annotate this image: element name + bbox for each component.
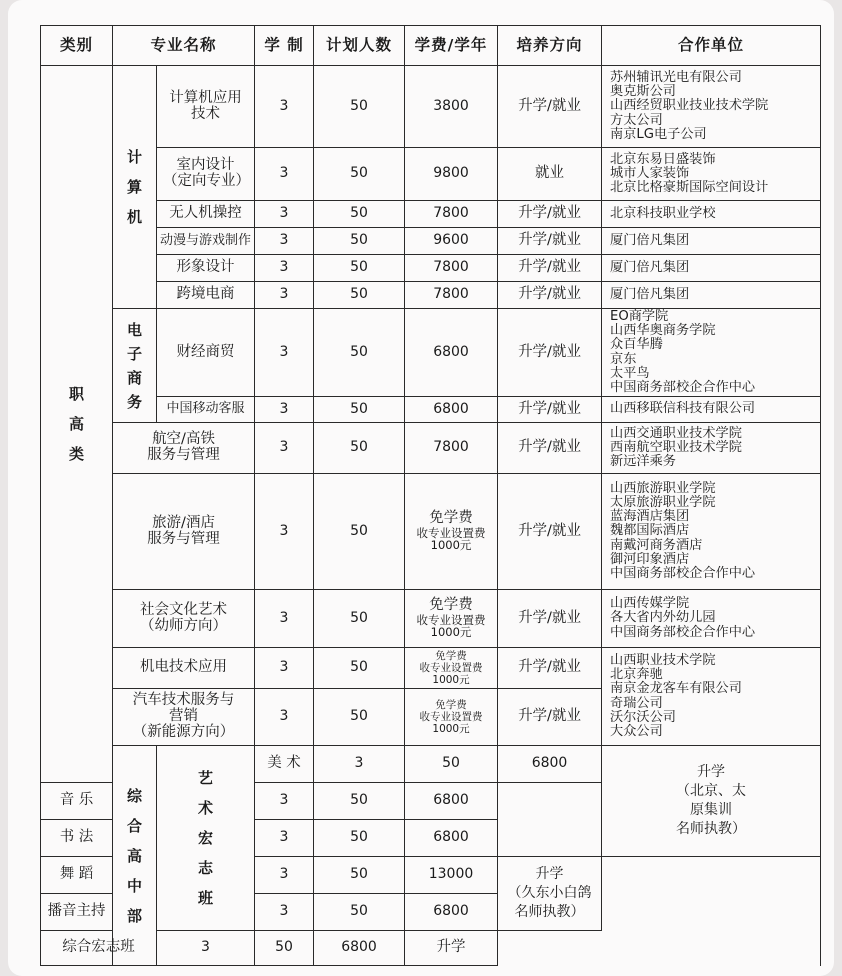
- years-cell: 3: [255, 474, 314, 590]
- partners-cell: [602, 148, 821, 201]
- group-zhigao: [41, 66, 113, 783]
- table-row: [41, 590, 821, 648]
- direction-line: 名师执教）: [676, 820, 747, 837]
- major-name-line: 航空/高铁: [152, 431, 215, 448]
- partner-line: 山西华奥商务学院: [610, 323, 716, 339]
- major-name-line: 社会文化艺术: [140, 601, 227, 618]
- major-name: 跨境电商: [157, 282, 255, 309]
- direction-cell: 升学/就业: [498, 228, 602, 255]
- fee-cell: 6800: [498, 746, 602, 783]
- major-name-line: 服务与管理: [147, 447, 220, 463]
- major-name: [113, 474, 255, 590]
- years-cell: 3: [255, 282, 314, 309]
- plan-cell: 50: [314, 397, 405, 423]
- fee-cell: 6800: [405, 309, 498, 397]
- direction-cell: 升学/就业: [498, 66, 602, 148]
- partner-line: 中国商务部校企合作中心: [610, 624, 756, 640]
- major-name-line: （新能源方向）: [132, 723, 235, 740]
- table-row: [41, 423, 821, 474]
- major-name: 综合宏志班: [41, 931, 157, 966]
- years-cell: 3: [255, 397, 314, 423]
- fee-amount: 1000元: [430, 625, 472, 640]
- table-row: [41, 148, 821, 201]
- direction-cell: [602, 746, 821, 857]
- plan-cell: 50: [314, 783, 405, 820]
- plan-cell: 50: [255, 931, 314, 966]
- header-partners: 合作单位: [602, 26, 821, 66]
- partner-line: 中国商务部校企合作中心: [610, 379, 756, 395]
- plan-cell: 50: [314, 148, 405, 201]
- major-name: 书 法: [41, 820, 113, 857]
- years-cell: 3: [255, 66, 314, 148]
- partner-line: 大众公司: [610, 723, 663, 739]
- plan-cell: 50: [314, 689, 405, 746]
- major-name: 动漫与游戏制作: [157, 228, 255, 255]
- major-name: [113, 423, 255, 474]
- plan-cell: 50: [314, 894, 405, 931]
- plan-cell: 50: [314, 474, 405, 590]
- partner-line: 中国商务部校企合作中心: [610, 566, 756, 581]
- partner-line: 城市人家装饰: [610, 165, 690, 181]
- major-name: 室内设计（定向专业）: [157, 148, 255, 201]
- major-name-line: 营销: [169, 708, 198, 725]
- years-cell: 3: [255, 648, 314, 689]
- group-ecommerce: [113, 309, 157, 423]
- direction-cell: 升学/就业: [498, 201, 602, 228]
- direction-cell: 升学/就业: [498, 648, 602, 689]
- header-plan: 计划人数: [314, 26, 405, 66]
- direction-line: 原集训: [690, 802, 733, 818]
- plan-cell: 50: [314, 66, 405, 148]
- header-category: 类别: [41, 26, 113, 66]
- partners-cell: [602, 474, 821, 590]
- fee-cell: 7800: [405, 282, 498, 309]
- direction-cell: 升学: [405, 931, 498, 966]
- partner-line: 南京金龙客车有限公司: [610, 681, 742, 697]
- fee-cell: 9800: [405, 148, 498, 201]
- partner-line: 山西职业技术学院: [610, 652, 716, 668]
- partner-line: 北京奔驰: [610, 667, 663, 683]
- direction-cell: 升学/就业: [498, 590, 602, 648]
- fee-cell: 6800: [314, 931, 405, 966]
- fee-amount: 1000元: [430, 538, 472, 553]
- partner-line: 西南航空职业技术学院: [610, 439, 742, 455]
- partner-line: 厦门倍凡集团: [610, 259, 690, 275]
- plan-cell: 50: [314, 201, 405, 228]
- partner-line: 方太公司: [610, 112, 663, 128]
- table-row: [41, 309, 821, 397]
- partners-cell: [602, 423, 821, 474]
- major-name: 舞 蹈: [41, 857, 113, 894]
- table-row: [41, 201, 821, 228]
- group-art: [157, 746, 255, 931]
- major-name: 无人机操控: [157, 201, 255, 228]
- partners-cell: [602, 66, 821, 148]
- direction-cell: 就业: [498, 148, 602, 201]
- fee-cell: 6800: [405, 783, 498, 820]
- major-name-line: 旅游/酒店: [152, 514, 215, 531]
- partners-cell: [602, 282, 821, 309]
- plan-cell: 50: [314, 309, 405, 397]
- years-cell: 3: [255, 590, 314, 648]
- fee-cell: 6800: [405, 894, 498, 931]
- major-name-line: 汽车技术服务与: [132, 692, 235, 709]
- years-cell: 3: [255, 309, 314, 397]
- header-row: [41, 26, 821, 66]
- years-cell: 3: [255, 783, 314, 820]
- fee-free: 免学费: [435, 699, 467, 711]
- partners-cell: [602, 255, 821, 282]
- years-cell: 3: [255, 857, 314, 894]
- fee-cell: 6800: [405, 397, 498, 423]
- fee-cell: 13000: [405, 857, 498, 894]
- major-name: 形象设计: [157, 255, 255, 282]
- partner-line: 北京东易日盛装饰: [610, 151, 716, 167]
- partners-cell: [602, 309, 821, 397]
- fee-note: 收专业设置费: [416, 612, 486, 627]
- partner-line: 御河印象酒店: [610, 551, 690, 567]
- direction-line: （北京、太: [676, 783, 747, 800]
- partner-line: 众百华腾: [610, 337, 663, 353]
- fee-cell: [405, 590, 498, 648]
- fee-note: 收专业设置费: [419, 662, 483, 674]
- direction-line: （久东小白鸽: [507, 885, 592, 902]
- partner-line: 厦门倍凡集团: [610, 232, 690, 248]
- fee-free: 免学费: [435, 650, 467, 662]
- partner-line: 山西旅游职业学院: [610, 480, 716, 496]
- partner-line: 各大省内外幼儿园: [610, 610, 716, 626]
- group-computer-label: 计 算 机: [126, 148, 142, 226]
- group-zhigao-label: 职 高 类: [68, 385, 84, 463]
- fee-cell: [405, 474, 498, 590]
- years-cell: 3: [314, 746, 405, 783]
- years-cell: 3: [255, 423, 314, 474]
- plan-cell: 50: [314, 648, 405, 689]
- fee-cell: [405, 689, 498, 746]
- partner-line: 山西交通职业技术学院: [610, 425, 742, 441]
- major-name: 机电技术应用: [113, 648, 255, 689]
- major-name: 播音主持: [41, 894, 113, 931]
- partner-line: EO商学院: [610, 308, 669, 324]
- direction-cell: 升学/就业: [498, 474, 602, 590]
- direction-line: 升学: [697, 764, 726, 781]
- header-direction: 培养方向: [498, 26, 602, 66]
- table-row: [41, 474, 821, 590]
- fee-cell: 7800: [405, 423, 498, 474]
- partner-line: 山西经贸职业技业技术学院: [610, 98, 769, 114]
- years-cell: 3: [255, 894, 314, 931]
- major-name-line: 服务与管理: [147, 530, 220, 547]
- partner-line: 新远洋乘务: [610, 454, 676, 470]
- partner-line: 太平鸟: [610, 365, 650, 381]
- years-cell: 3: [157, 931, 255, 966]
- major-name: 财经商贸: [157, 309, 255, 397]
- fee-cell: [405, 648, 498, 689]
- direction-line: 升学: [535, 866, 564, 883]
- table-row: [41, 397, 821, 423]
- major-name: 计算机应用技术: [157, 66, 255, 148]
- header-years: 学 制: [255, 26, 314, 66]
- years-cell: 3: [255, 148, 314, 201]
- partner-line: 山西传媒学院: [610, 596, 690, 612]
- partner-line: 奇瑞公司: [610, 695, 663, 711]
- table-row: [41, 255, 821, 282]
- direction-line: 名师执教）: [514, 903, 585, 920]
- fee-cell: 7800: [405, 255, 498, 282]
- table-row: [41, 746, 821, 783]
- years-cell: 3: [255, 255, 314, 282]
- major-name: 音 乐: [41, 783, 113, 820]
- years-cell: 3: [255, 820, 314, 857]
- table-row: [41, 931, 821, 966]
- major-name: [113, 590, 255, 648]
- fee-note: 收专业设置费: [419, 711, 483, 723]
- partner-line: 蓝海酒店集团: [610, 509, 690, 525]
- direction-cell: 升学/就业: [498, 423, 602, 474]
- partner-line: 魏都国际酒店: [610, 523, 690, 539]
- partners-cell: [602, 648, 821, 746]
- partners-cell: [602, 201, 821, 228]
- partners-cell: [602, 590, 821, 648]
- plan-cell: 50: [314, 423, 405, 474]
- plan-cell: 50: [314, 282, 405, 309]
- partners-cell: [602, 228, 821, 255]
- plan-cell: 50: [314, 255, 405, 282]
- fee-cell: 9600: [405, 228, 498, 255]
- major-name: 美 术: [255, 746, 314, 783]
- years-cell: 3: [255, 228, 314, 255]
- direction-cell: 升学/就业: [498, 309, 602, 397]
- partner-line: 奥克斯公司: [610, 84, 676, 100]
- partner-line: 南京LG电子公司: [610, 126, 707, 142]
- partner-line: 北京比格豪斯国际空间设计: [610, 180, 769, 196]
- partner-line: 太原旅游职业学院: [610, 494, 716, 510]
- fee-cell: 6800: [405, 820, 498, 857]
- plan-cell: 50: [314, 590, 405, 648]
- plan-cell: 50: [314, 228, 405, 255]
- fee-cell: 3800: [405, 66, 498, 148]
- plan-cell: 50: [405, 746, 498, 783]
- header-major: 专业名称: [113, 26, 255, 66]
- partner-line: 山西移联信科技有限公司: [610, 401, 756, 417]
- fee-note: 收专业设置费: [416, 525, 486, 540]
- direction-cell: 升学/就业: [498, 689, 602, 746]
- group-zonghe-label: 综 合 高 中 部: [126, 786, 142, 925]
- partner-line: 苏州辅讯光电有限公司: [610, 69, 742, 85]
- fee-free: 免学费: [429, 509, 473, 526]
- partner-line: 沃尔沃公司: [610, 709, 676, 725]
- group-art-label: 艺 术 宏 志 班: [198, 769, 214, 907]
- direction-cell: 升学/就业: [498, 397, 602, 423]
- years-cell: 3: [255, 201, 314, 228]
- table-row: [41, 228, 821, 255]
- direction-cell: 升学/就业: [498, 282, 602, 309]
- major-name: [113, 689, 255, 746]
- table-row: [41, 66, 821, 148]
- partner-line: 京东: [610, 351, 637, 367]
- major-name: 中国移动客服: [157, 397, 255, 423]
- fee-amount: 1000元: [432, 674, 470, 686]
- header-fee: 学费/学年: [405, 26, 498, 66]
- fee-cell: 7800: [405, 201, 498, 228]
- table-row: [41, 282, 821, 309]
- group-computer: [113, 66, 157, 309]
- years-cell: 3: [255, 689, 314, 746]
- direction-cell: [498, 857, 602, 931]
- fee-amount: 1000元: [432, 723, 470, 735]
- enrollment-table: [40, 25, 821, 966]
- plan-cell: 50: [314, 857, 405, 894]
- table-row: [41, 648, 821, 689]
- direction-cell: 升学/就业: [498, 255, 602, 282]
- group-ecommerce-label: 电 子 商 务: [126, 320, 142, 411]
- major-name-line: （幼师方向）: [140, 617, 227, 634]
- partner-line: 南戴河商务酒店: [610, 537, 703, 553]
- fee-free: 免学费: [429, 596, 473, 613]
- plan-cell: 50: [314, 820, 405, 857]
- partner-line: 北京科技职业学校: [610, 205, 716, 221]
- partner-line: 厦门倍凡集团: [610, 286, 690, 302]
- page: [8, 0, 834, 976]
- partners-cell: [602, 397, 821, 423]
